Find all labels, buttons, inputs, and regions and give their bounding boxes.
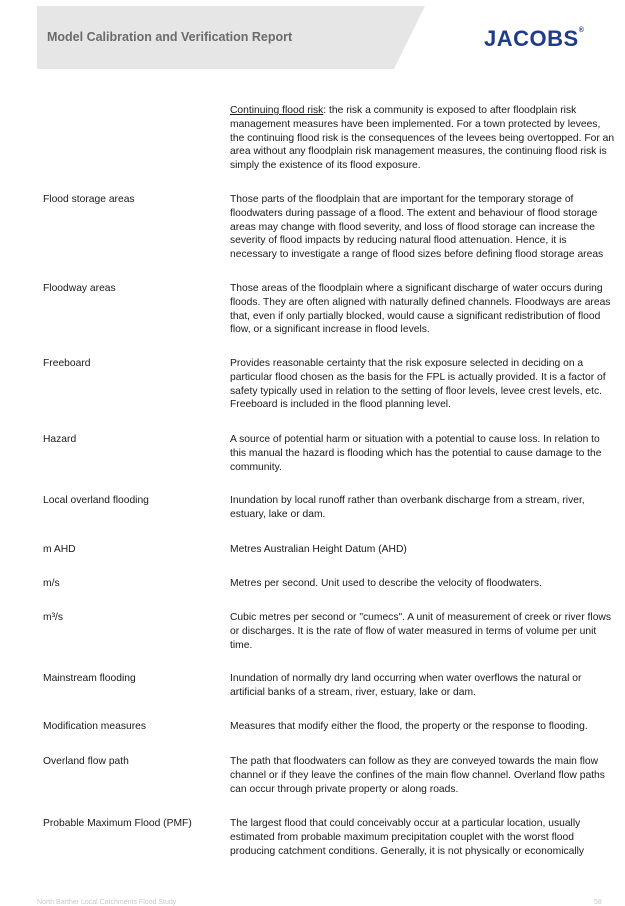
glossary-definition: Metres Australian Height Datum (AHD) bbox=[230, 544, 407, 555]
glossary-definition: Cubic metres per second or "cumecs". A unit of measurement of creek or river flows or discharges. It is the rate of flow of water measured in terms of volume per unit time. bbox=[230, 612, 612, 651]
logo-text: JACOBS bbox=[484, 26, 579, 51]
glossary-definition: Metres per second. Unit used to describe the velocity of floodwaters. bbox=[230, 578, 542, 589]
glossary-definition: A source of potential harm or situation with a potential to cause loss. In relation to this manual the hazard is flooding which has the potential to cause damage to the community. bbox=[230, 434, 602, 473]
glossary-term: Local overland flooding bbox=[43, 495, 149, 506]
glossary-definition: Provides reasonable certainty that the risk exposure selected in deciding on a particular flood chosen as the basis for the FPL is actually provided. It is a factor of safety typically used in relation to the setting of floor levels, levee crest levels, etc. Freeboard is included in the flood planning level. bbox=[230, 358, 606, 411]
glossary-definition: Measures that modify either the flood, the property or the response to flooding. bbox=[230, 721, 588, 732]
glossary-term: Mainstream flooding bbox=[43, 673, 136, 684]
intro-text: : the risk a community is exposed to after floodplain risk management measures have been implemented. For a town protected by levees, the continuing flood risk is the consequences of the levees being overtopped. For an area without any floodplain risk management measures, the continuing flood risk is simply the existence of its flood exposure. bbox=[230, 105, 615, 172]
glossary-term: Modification measures bbox=[43, 721, 147, 732]
glossary-definition: Inundation by local runoff rather than overbank discharge from a stream, river, estuary, lake or dam. bbox=[230, 495, 585, 520]
glossary-term: Freeboard bbox=[43, 358, 91, 369]
glossary-term: Flood storage areas bbox=[43, 194, 135, 205]
document-title: Model Calibration and Verification Report bbox=[47, 30, 293, 44]
jacobs-logo bbox=[484, 26, 584, 52]
glossary-definition: Those parts of the floodplain that are important for the temporary storage of floodwaters during passage of a flood. The extent and behaviour of flood storage areas may change with flood severity, and loss of flood storage can increase the severity of flood impacts by reducing natural flood attenuation. Hence, it is necessary to investigate a range of flood sizes before defining flood storage areas bbox=[230, 194, 604, 261]
glossary-term: m³/s bbox=[43, 612, 64, 623]
glossary-definition: The path that floodwaters can follow as they are conveyed towards the main flow channel or if they leave the confines of the main flow channel. Overland flow paths can occur through private property or along roads. bbox=[230, 756, 605, 795]
glossary-term: Hazard bbox=[43, 434, 77, 445]
glossary-definition: Inundation of normally dry land occurring when water overflows the natural or artificial banks of a stream, river, estuary, lake or dam. bbox=[230, 673, 582, 698]
intro-definition bbox=[230, 104, 615, 173]
glossary-definition: The largest flood that could conceivably occur at a particular location, usually estimated from probable maximum precipitation couplet with the worst flood producing catchment conditions. Generally, it is not physically or economically bbox=[230, 818, 585, 857]
glossary-term: Overland flow path bbox=[43, 756, 129, 767]
intro-term: Continuing flood risk bbox=[230, 105, 324, 116]
glossary-term: m/s bbox=[43, 578, 60, 589]
glossary-term: Probable Maximum Flood (PMF) bbox=[43, 818, 192, 829]
registered-mark: ® bbox=[578, 27, 585, 34]
glossary-term: m AHD bbox=[43, 544, 76, 555]
glossary-term: Floodway areas bbox=[43, 283, 116, 294]
footer-text: North Barther Local Catchments Flood Study bbox=[37, 899, 177, 906]
glossary-definition: Those areas of the floodplain where a significant discharge of water occurs during floods. They are often aligned with naturally defined channels. Floodways are areas that, even if only partially blocked, would cause a significant redistribution of flood flow, or a significant increase in flood levels. bbox=[230, 283, 611, 336]
page-number: 58 bbox=[594, 899, 602, 906]
